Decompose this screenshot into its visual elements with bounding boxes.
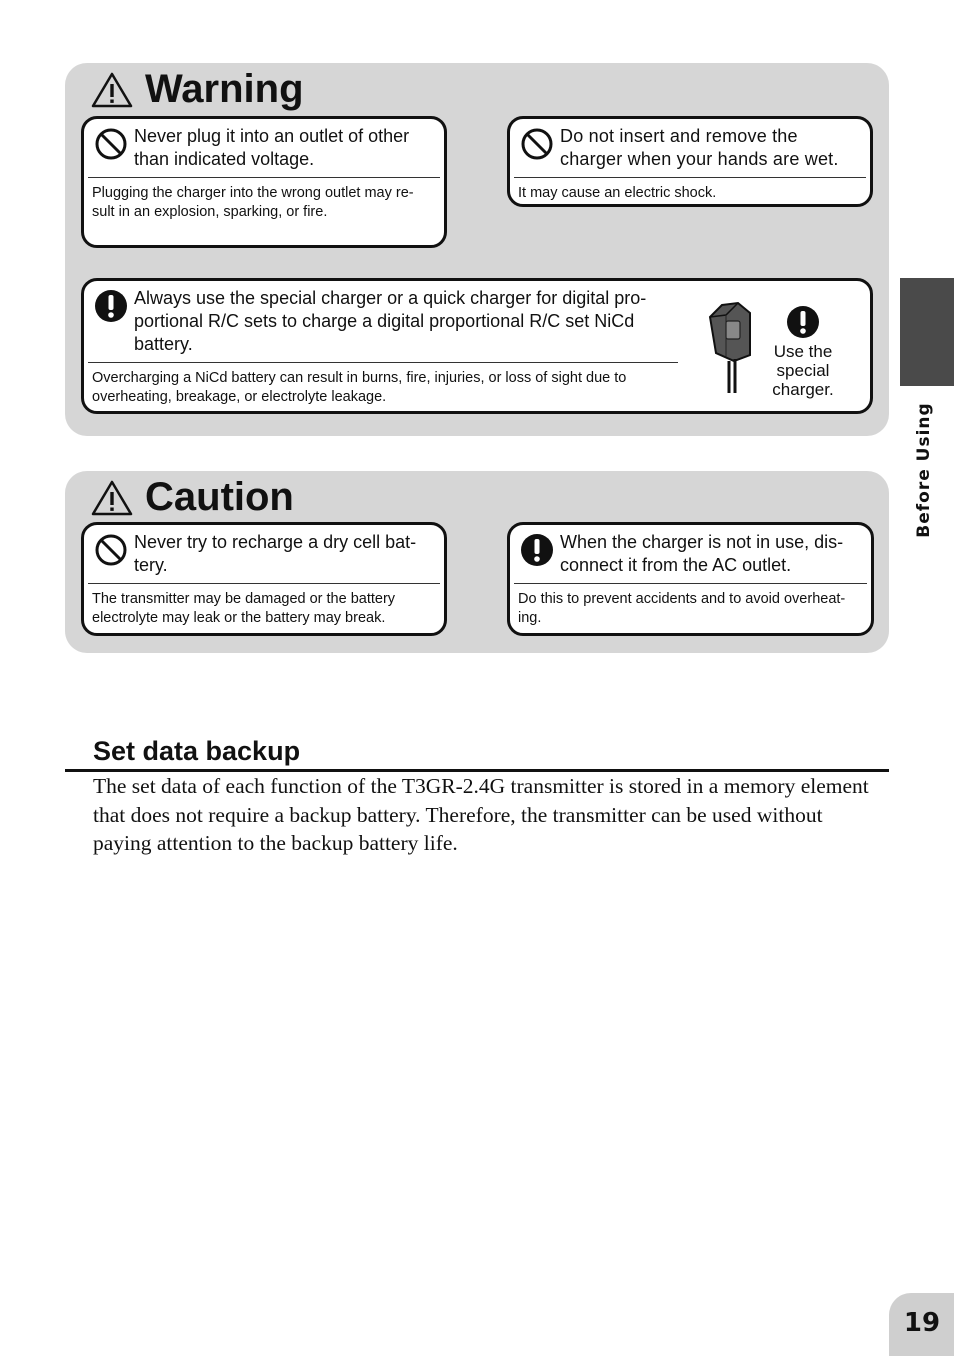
special-charger-note [756, 305, 850, 399]
prohibited-icon [94, 533, 128, 573]
mandatory-icon [520, 533, 554, 573]
warning-box-voltage [81, 116, 447, 248]
warning-title: Warning [91, 67, 304, 112]
prohibited-icon [94, 127, 128, 167]
mandatory-icon [786, 305, 820, 339]
warning-voltage-detail: Plugging the charger into the wrong outlet may re-sult in an explosion, sparking, or fire. [92, 185, 414, 220]
caution-disconnect-detail: Do this to prevent accidents and to avoid overheat-ing. [518, 591, 846, 626]
warning-triangle-icon [91, 72, 133, 108]
special-charger-label: Use the special charger. [772, 342, 834, 399]
warning-charger-heading: Always use the special charger or a quick charger for digital pro-portional R/C sets to charge a digital proportional R/C set NiCd battery. [134, 288, 647, 354]
prohibited-icon [520, 127, 554, 167]
mandatory-icon [94, 289, 128, 329]
section-body: The set data of each function of the T3GR-2.4G transmitter is stored in a memory element that does not require a backup battery. Therefore, the transmitter can be used without paying attention to the backup battery life. [93, 774, 869, 855]
warning-box-special-charger [81, 278, 873, 414]
page-number: 19 [903, 1308, 941, 1338]
caution-dry-cell-detail: The transmitter may be damaged or the battery electrolyte may leak or the battery may break. [92, 591, 396, 626]
warning-wet-hands-detail: It may cause an electric shock. [518, 185, 717, 201]
caution-box-dry-cell [81, 522, 447, 636]
section-title: Set data backup [93, 736, 301, 766]
caution-dry-cell-heading: Never try to recharge a dry cell bat-tery. [134, 532, 417, 575]
warning-triangle-icon [91, 480, 133, 516]
caution-disconnect-heading: When the charger is not in use, dis-connect it from the AC outlet. [560, 532, 844, 575]
charger-illustration [704, 299, 760, 400]
caution-title: Caution [91, 475, 294, 520]
warning-wet-hands-heading: Do not insert and remove the charger when your hands are wet. [560, 126, 839, 169]
sidebar-tab [900, 278, 954, 386]
caution-panel [65, 471, 889, 653]
warning-box-wet-hands [507, 116, 873, 207]
warning-charger-detail: Overcharging a NiCd battery can result in burns, fire, injuries, or loss of sight due to overheating, breakage, or electrolyte leakage. [92, 370, 627, 405]
caution-box-disconnect [507, 522, 874, 636]
sidebar-section-label: Before Using [914, 402, 934, 538]
warning-voltage-heading: Never plug it into an outlet of other than indicated voltage. [134, 126, 410, 169]
warning-panel [65, 63, 889, 436]
